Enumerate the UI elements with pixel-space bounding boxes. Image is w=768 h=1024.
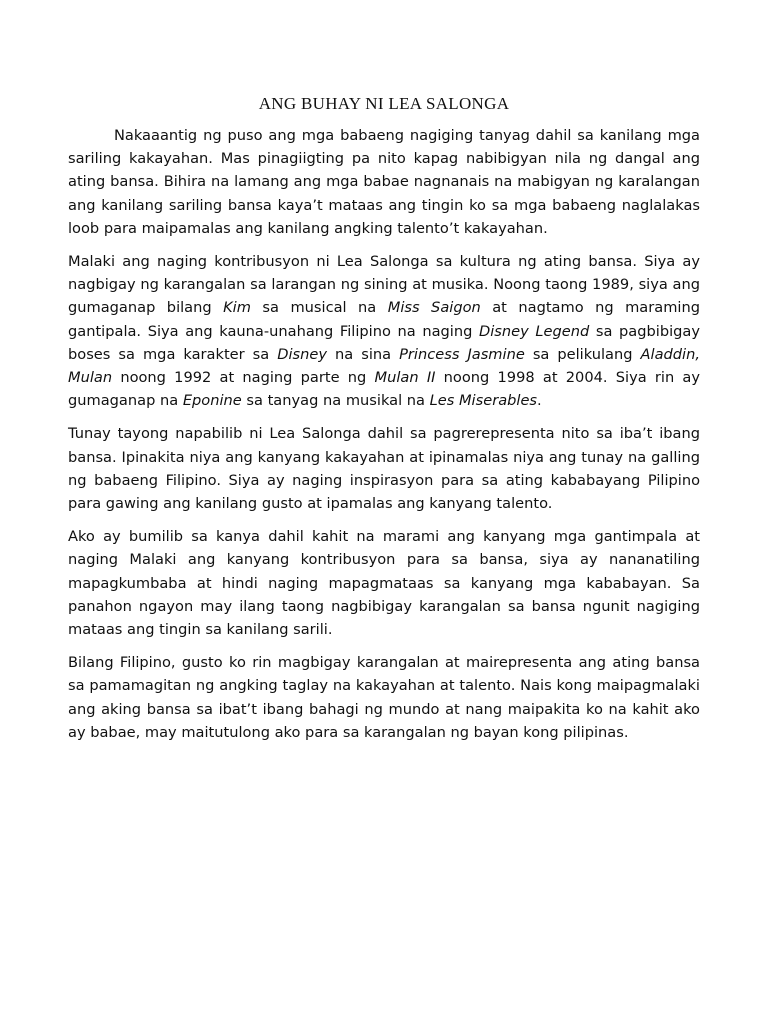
italic-title-text: Kim [223,299,251,317]
paragraph-text: . [537,392,542,410]
italic-title-text: Eponine [182,392,242,410]
italic-title-text: Disney [277,345,327,363]
italic-title-text: Mulan II [374,369,436,387]
italic-title-text: Miss Saigon [387,299,481,317]
paragraph [68,422,700,515]
paragraph [68,250,700,412]
paragraph-text: noong 1992 at naging parte ng [112,369,375,387]
paragraph-text: sa tanyag na musikal na [241,392,430,410]
paragraph [68,651,700,744]
italic-title-text: Les Miserables [429,392,538,410]
paragraph-text: Malaki ang naging kontribusyon ni Lea Salonga sa kultura ng ating bansa. Siya ay nagbigay ng karangalan sa larangan ng sining at musika. Noong taong 1989, siya ang gumaganap bilang [68,253,700,317]
document-page [68,94,700,754]
italic-title-text: Aladdin, Mulan [68,345,700,387]
italic-title-text: Disney Legend [479,322,590,340]
paragraph-text: sa pagbibigay boses sa mga karakter sa [68,322,700,363]
paragraph-text: Nakaaantig ng puso ang mga babaeng nagiging tanyag dahil sa kanilang mga sariling kakayahan. Mas pinagiigting pa nito kapag nabibigyan nila ng dangal ang ating bansa. Bihira na lamang ang mga babae nagnanais na mabigyan ng karalangan ang kanilang sariling bansa kaya’t mataas ang tingin ko sa mga babaeng naglalakas loob para maipamalas ang kanilang angking talento’t kakayahan. [68,127,700,237]
paragraph-text: na sina [327,345,400,363]
paragraph-text: noong 1998 at 2004. Siya rin ay gumaganap na [68,369,700,410]
paragraph-text: sa musical na [250,299,388,317]
paragraph-text: Tunay tayong napabilib ni Lea Salonga dahil sa pagrerepresenta nito sa iba’t ibang bansa. Ipinakita niya ang kanyang kakayahan at ipinamalas niya ang tunay na galling ng babaeng Filipino. Siya ay naging inspirasyon para sa ating kababayang Pilipino para gawing ang kanilang gusto at ipamalas ang kanyang talento. [68,425,700,513]
paragraph [68,525,700,641]
paragraph-text: at nagtamo ng maraming gantipala. Siya ang kauna-unahang Filipino na naging [68,299,700,340]
document-title: ANG BUHAY NI LEA SALONGA [258,94,510,113]
paragraph-text: sa pelikulang [524,345,641,363]
document-body [68,124,700,744]
italic-title-text: Princess Jasmine [399,345,525,363]
paragraph-text: Ako ay bumilib sa kanya dahil kahit na marami ang kanyang mga gantimpala at naging Malaki ang kanyang kontribusyon para sa bansa, siya ay nananatiling mapagkumbaba at hindi naging mapagmataas sa kanyang mga kababayan. Sa panahon ngayon may ilang taong nagbibigay karangalan sa bansa ngunit nagiging mataas ang tingin sa kanilang sarili. [68,528,700,639]
paragraph [68,124,700,240]
paragraph-text: Bilang Filipino, gusto ko rin magbigay karangalan at mairepresenta ang ating bansa sa pamamagitan ng angking taglay na kakayahan at talento. Nais kong maipagmalaki ang aking bansa sa ibat’t ibang bahagi ng mundo at nang maipakita ko na kahit ako ay babae, may maitutulong ako para sa karangalan ng bayan kong pilipinas. [68,654,700,741]
